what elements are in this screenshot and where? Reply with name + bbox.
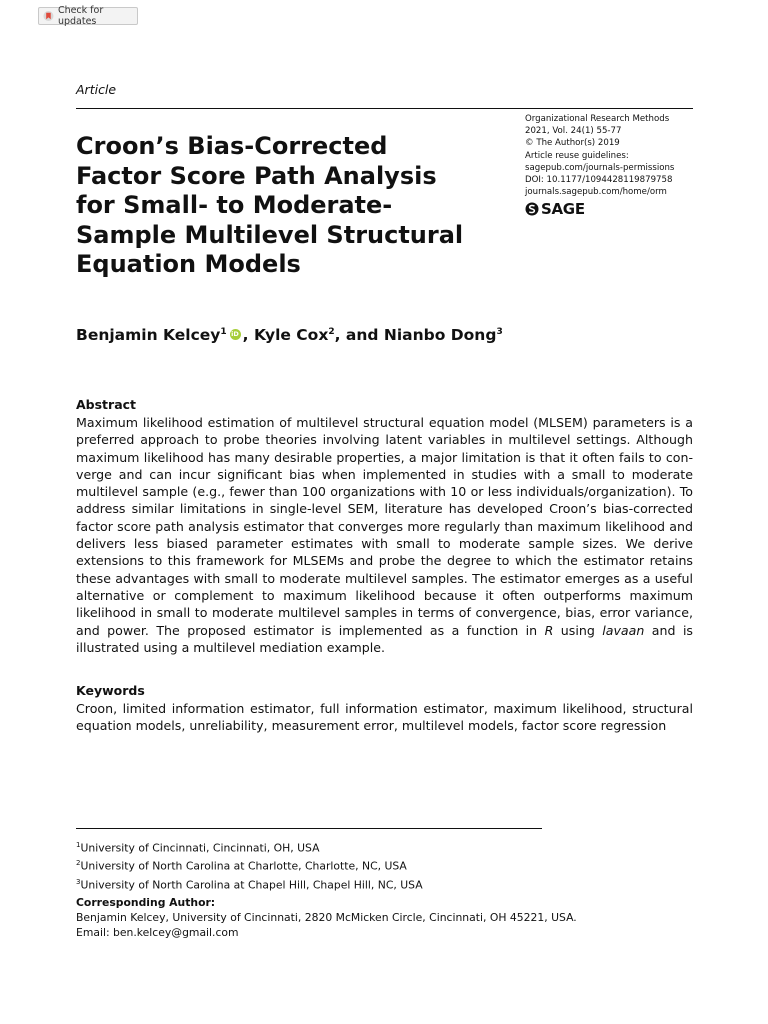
abstract-italic-r: R [544,622,554,638]
author-name: , and Nianbo Dong [334,326,497,344]
header-divider [76,108,693,109]
copyright: © The Author(s) 2019 [525,138,620,149]
affiliation-item [76,875,423,893]
affiliations [76,838,423,893]
corresponding-email[interactable]: Email: ben.kelcey@gmail.com [76,925,239,939]
affiliation-marker: 1 [220,326,227,337]
keywords-body: Croon, limited information estimator, full information estimator, maximum likelihood, structural equation models, unreliability, measurement error, multilevel models, factor score regression [76,701,693,734]
corresponding-heading: Corresponding Author: [76,896,216,909]
affiliation-item [76,838,423,856]
reuse-label: Article reuse guidelines: [525,150,629,161]
affiliation-item [76,856,423,874]
crossmark-icon [43,10,54,22]
title-line: Croon’s Bias-Corrected [76,132,388,160]
author-list [76,326,503,344]
article-type-label: Article [76,82,117,97]
title-line: Factor Score Path Analysis [76,161,437,190]
abstract-body [76,414,693,656]
corresponding-author [76,896,577,940]
journal-volume: 2021, Vol. 24(1) 55-77 [525,126,622,137]
affiliation-text: University of Cincinnati, Cincinnati, OH, USA [80,841,320,855]
abstract-heading: Abstract [76,397,137,412]
corresponding-address: Benjamin Kelcey, University of Cincinnati, 2820 McMicken Circle, Cincinnati, OH 45221, USA. [76,910,577,924]
abstract-text-part: and is illustrated using a multilevel mediation example. [76,622,693,655]
sage-logo [525,200,585,218]
affiliation-text: University of North Carolina at Chapel Hill, Chapel Hill, NC, USA [80,878,423,892]
sage-swirl-icon [525,202,539,216]
affiliation-sup: 3 [76,877,81,886]
affiliation-sup: 2 [76,859,81,868]
title-line: Sample Multilevel Structural [76,220,464,249]
check-for-updates-label: Check for updates [57,5,104,27]
keywords-heading: Keywords [76,683,145,698]
affiliation-marker: 2 [328,326,335,337]
sage-wordmark: SAGE [541,200,585,218]
journal-home-link[interactable]: journals.sagepub.com/home/orm [525,187,667,198]
title-line: Equation Models [76,250,301,278]
affiliation-marker: 3 [496,326,503,337]
check-for-updates-button[interactable] [38,7,138,25]
journal-name: Organizational Research Methods [525,114,670,124]
abstract-text-part: using [553,622,603,638]
paper-title [76,132,496,280]
abstract-text-part: Maximum likelihood estimation of multilevel structural equation model (MLSEM) parameters is a preferred approach to probe theories involving latent variables in multilevel settings. Although maximum likelihood has many desirable properties, a major limitation is that it often fails to converge and can incur significant bias when implemented in studies with a small to moderate multilevel sample (e.g., fewer than 100 organizations with 10 or less individuals/organization). To address similar limitations in single-level SEM, literature has developed Croon’s bias-corrected factor score path analysis estimator that converges more regularly than maximum likelihood and delivers less biased parameter estimates with small to moderate sample sizes. We derive extensions to this framework for MLSEMs and probe the degree to which the estimator retains these advantages with small to moderate multilevel samples. The estimator emerges as a useful alternative or complement to maximum likelihood because it often outperforms maximum likelihood in small to moderate multilevel samples in terms of convergence, bias, error variance, and power. The proposed estimator is implemented as a function in [76,415,693,638]
author-name: , Kyle Cox [242,326,329,344]
footnote-divider [76,828,542,829]
abstract-italic-lavaan: lavaan [602,622,645,638]
orcid-icon[interactable] [230,329,241,340]
affiliation-sup: 1 [76,841,81,849]
title-line: for Small- to Moderate- [76,191,393,219]
doi[interactable]: DOI: 10.1177/1094428119879758 [525,175,673,186]
author-name: Benjamin Kelcey [76,326,221,344]
permissions-link[interactable]: sagepub.com/journals-permissions [525,162,675,173]
affiliation-text: University of North Carolina at Charlotte, Charlotte, NC, USA [80,859,407,873]
journal-info [525,113,674,198]
